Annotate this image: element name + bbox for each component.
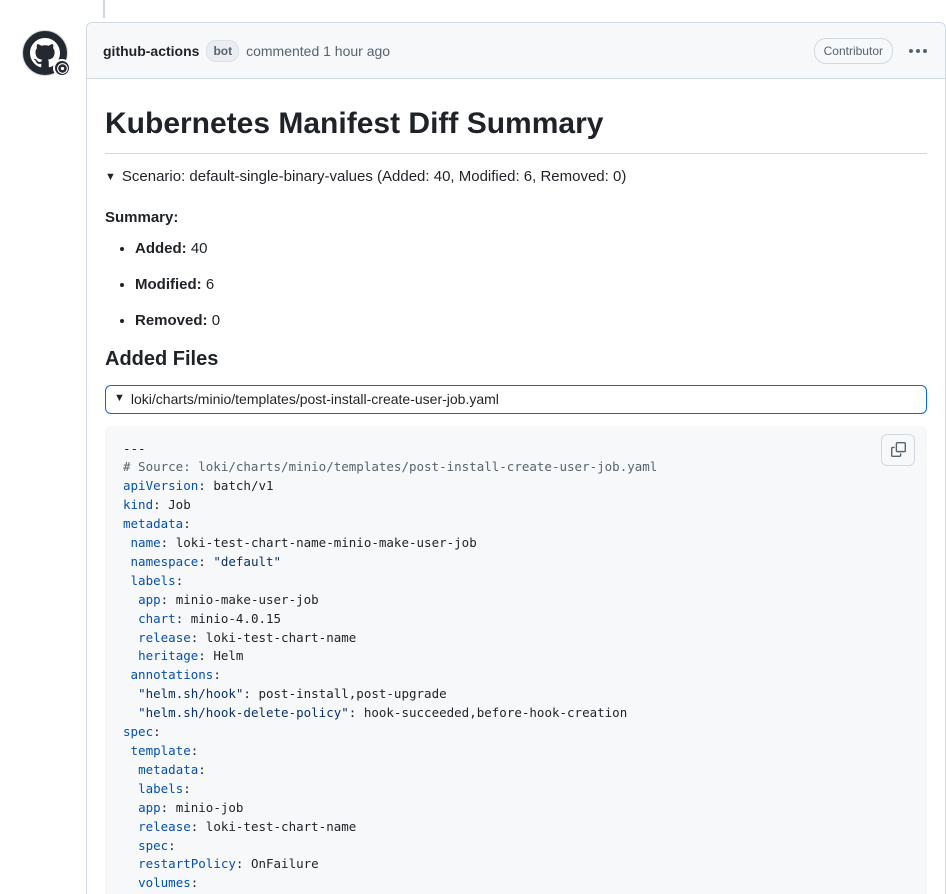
list-item	[135, 240, 927, 257]
triangle-down-icon[interactable]: ▼	[114, 391, 125, 404]
page-title: Kubernetes Manifest Diff Summary	[105, 105, 927, 154]
summary-item-label: Added:	[135, 239, 187, 257]
scenario-details[interactable]	[105, 168, 927, 185]
file-name: loki/charts/minio/templates/post-install-create-user-job.yaml	[130, 390, 499, 407]
added-files-heading: Added Files	[105, 347, 219, 370]
comment-body	[87, 79, 945, 894]
summary-item-label: Modified:	[135, 275, 202, 293]
bot-label: bot	[206, 40, 239, 62]
summary-item-value: 0	[211, 311, 221, 329]
summary-item-value: 40	[190, 239, 208, 257]
summary-item-value: 6	[205, 275, 215, 293]
comment-timestamp: commented 1 hour ago	[246, 42, 391, 59]
yaml-code: --- # Source: loki/charts/minio/templates/post-install-create-user-job.yaml apiVersion: batch/v1 kind: Job metadata: name: loki-test-chart-name-minio-make-user-job namespace: "default" labels: app: minio-make-user-job chart: minio-4.0.15 release: loki-test-chart-name heritage: Helm annotations: "helm.sh/hook": post-install,post-upgrade "helm.sh/hook-delete-policy": hook-succeeded,before-hook-creation spec: template: metadata: labels: app: minio-job release: loki-test-chart-name spec: restartPolicy: OnFailure volumes:	[123, 440, 658, 891]
code-block	[105, 426, 927, 894]
copy-icon[interactable]	[881, 434, 915, 466]
summary-item-label: Removed:	[135, 311, 208, 329]
thread-rail	[103, 0, 105, 18]
summary-list	[105, 240, 927, 329]
comment-author[interactable]: github-actions	[103, 42, 200, 59]
list-item	[135, 276, 927, 293]
avatar[interactable]	[22, 30, 68, 76]
summary-label: Summary:	[105, 208, 179, 226]
comment-header	[87, 23, 945, 79]
scenario-summary-text: Scenario: default-single-binary-values (Added: 40, Modified: 6, Removed: 0)	[121, 167, 627, 185]
file-disclosure-toggle[interactable]	[105, 385, 927, 414]
comment-header-actions	[814, 23, 931, 79]
bot-badge-icon	[53, 59, 71, 77]
status-badge: Contributor	[814, 38, 893, 64]
triangle-down-icon[interactable]: ▼	[105, 170, 116, 183]
kebab-horizontal-icon[interactable]	[905, 39, 931, 63]
comment-card	[86, 22, 946, 894]
list-item	[135, 312, 927, 329]
